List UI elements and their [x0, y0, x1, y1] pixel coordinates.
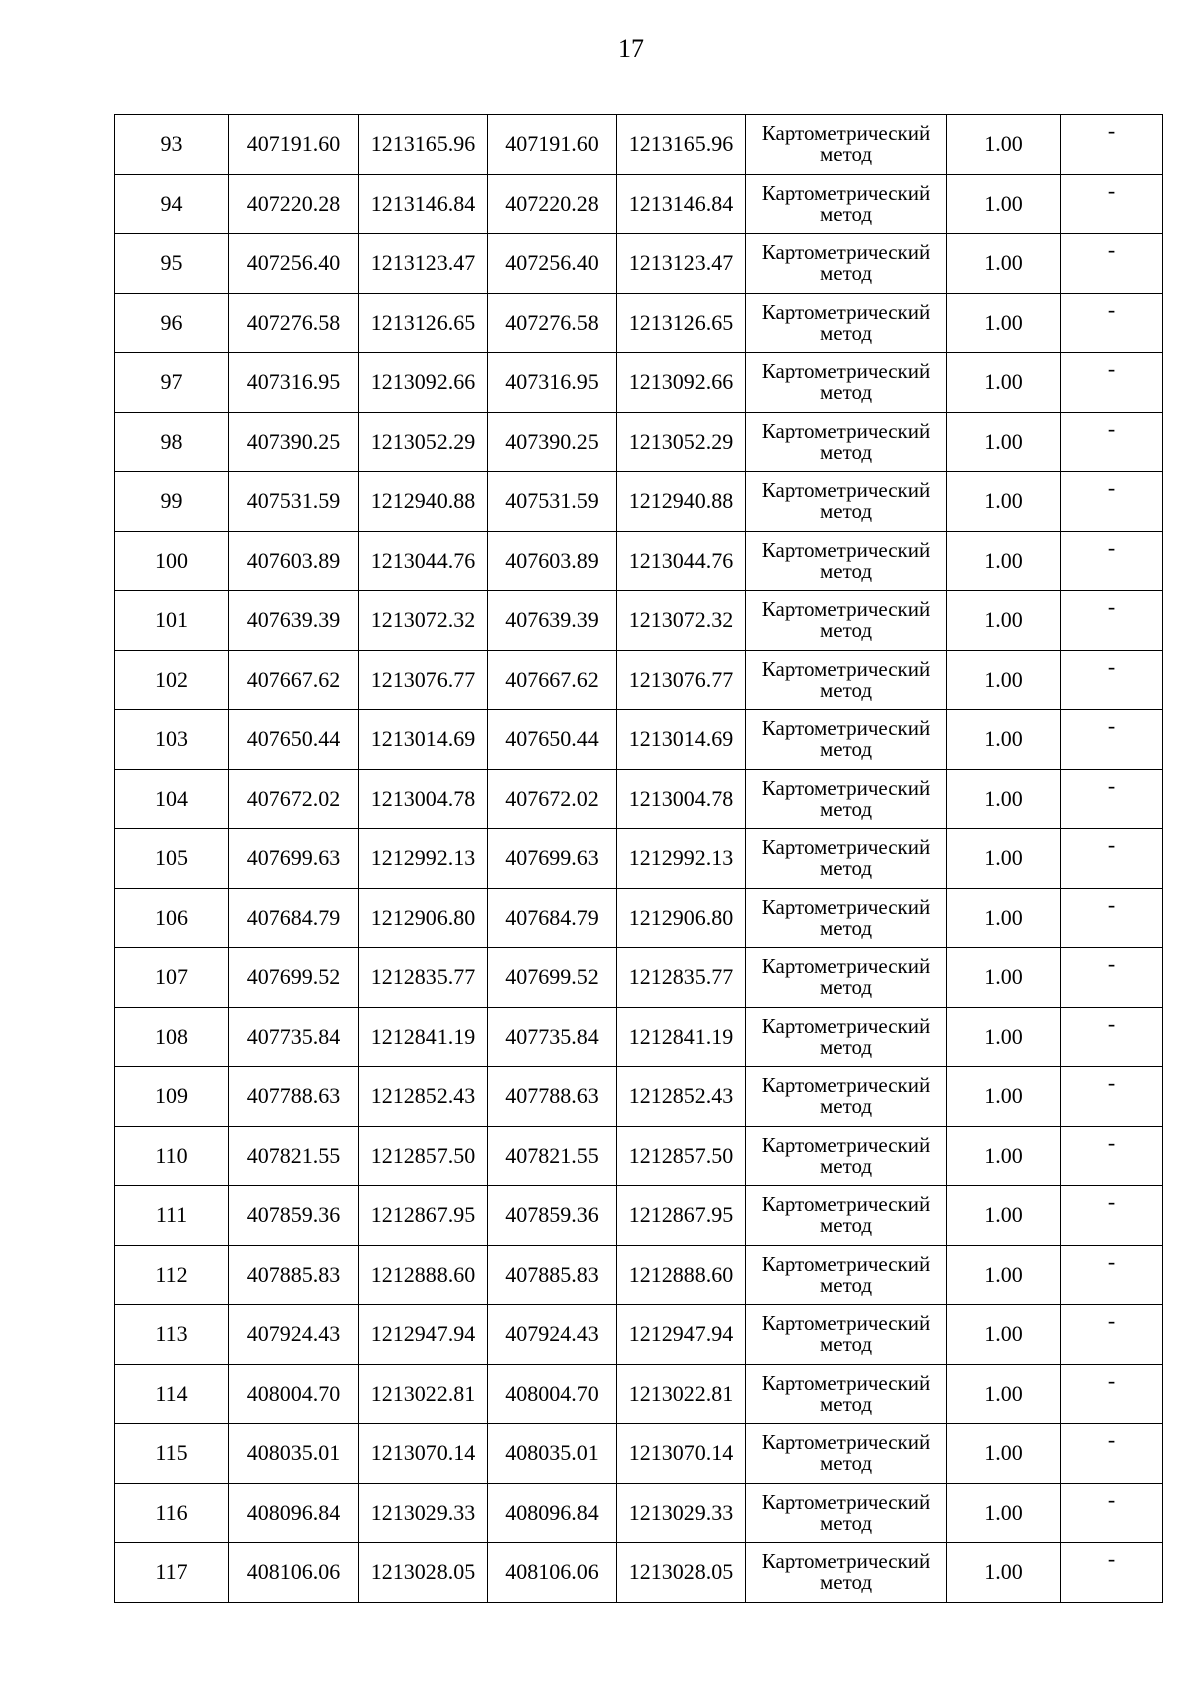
accuracy-cell: 1.00	[947, 1305, 1061, 1365]
accuracy-cell: 1.00	[947, 948, 1061, 1008]
note-cell: -	[1061, 948, 1163, 1008]
refined-x-cell: 407390.25	[488, 412, 617, 472]
table-row	[115, 293, 1163, 353]
existing-x-cell: 408004.70	[229, 1364, 359, 1424]
method-cell	[746, 531, 947, 591]
table-row	[115, 1305, 1163, 1365]
method-cell	[746, 948, 947, 1008]
method-cell	[746, 1007, 947, 1067]
table-row	[115, 412, 1163, 472]
table-row	[115, 1483, 1163, 1543]
method-cell	[746, 174, 947, 234]
method-text: метод	[819, 1510, 873, 1535]
accuracy-cell: 1.00	[947, 353, 1061, 413]
refined-y-cell: 1212906.80	[617, 888, 746, 948]
method-cell	[746, 1067, 947, 1127]
note-cell: -	[1061, 1305, 1163, 1365]
accuracy-cell: 1.00	[947, 1424, 1061, 1484]
point-number-cell: 114	[115, 1364, 229, 1424]
note-cell: -	[1061, 710, 1163, 770]
method-text: Картометрический	[761, 1251, 931, 1276]
refined-y-cell: 1212947.94	[617, 1305, 746, 1365]
method-cell	[746, 1364, 947, 1424]
refined-y-cell: 1212867.95	[617, 1186, 746, 1246]
method-cell	[746, 591, 947, 651]
accuracy-cell: 1.00	[947, 234, 1061, 294]
point-number-cell: 101	[115, 591, 229, 651]
method-text: метод	[819, 1451, 873, 1476]
point-number-cell: 112	[115, 1245, 229, 1305]
existing-x-cell: 408096.84	[229, 1483, 359, 1543]
refined-y-cell: 1212835.77	[617, 948, 746, 1008]
existing-x-cell: 407735.84	[229, 1007, 359, 1067]
refined-y-cell: 1212852.43	[617, 1067, 746, 1127]
method-text: метод	[819, 201, 873, 226]
table-row	[115, 710, 1163, 770]
existing-x-cell: 407650.44	[229, 710, 359, 770]
refined-y-cell: 1212888.60	[617, 1245, 746, 1305]
method-cell	[746, 412, 947, 472]
refined-x-cell: 408096.84	[488, 1483, 617, 1543]
method-text: Картометрический	[761, 1311, 931, 1336]
method-text: Картометрический	[761, 418, 931, 443]
point-number-cell: 96	[115, 293, 229, 353]
method-text: метод	[819, 261, 873, 286]
table-row	[115, 1186, 1163, 1246]
table-row	[115, 1543, 1163, 1603]
method-text: Картометрический	[761, 359, 931, 384]
existing-x-cell: 407885.83	[229, 1245, 359, 1305]
coordinates-table	[114, 114, 1163, 1603]
note-cell: -	[1061, 174, 1163, 234]
refined-y-cell: 1213165.96	[617, 115, 746, 175]
method-text: метод	[819, 1570, 873, 1595]
table-row	[115, 531, 1163, 591]
refined-y-cell: 1213044.76	[617, 531, 746, 591]
note-cell: -	[1061, 1543, 1163, 1603]
method-cell	[746, 472, 947, 532]
method-text: метод	[819, 1153, 873, 1178]
method-cell	[746, 710, 947, 770]
existing-x-cell: 407788.63	[229, 1067, 359, 1127]
existing-x-cell: 407276.58	[229, 293, 359, 353]
method-text: Картометрический	[761, 121, 931, 146]
note-cell: -	[1061, 353, 1163, 413]
existing-x-cell: 407639.39	[229, 591, 359, 651]
refined-y-cell: 1213052.29	[617, 412, 746, 472]
table-row	[115, 948, 1163, 1008]
existing-y-cell: 1213126.65	[359, 293, 488, 353]
table-row	[115, 174, 1163, 234]
existing-y-cell: 1213028.05	[359, 1543, 488, 1603]
point-number-cell: 103	[115, 710, 229, 770]
accuracy-cell: 1.00	[947, 1483, 1061, 1543]
existing-y-cell: 1213022.81	[359, 1364, 488, 1424]
existing-y-cell: 1213092.66	[359, 353, 488, 413]
existing-x-cell: 407667.62	[229, 650, 359, 710]
refined-y-cell: 1213014.69	[617, 710, 746, 770]
existing-x-cell: 407531.59	[229, 472, 359, 532]
method-text: метод	[819, 1272, 873, 1297]
method-text: метод	[819, 618, 873, 643]
refined-y-cell: 1213072.32	[617, 591, 746, 651]
existing-x-cell: 407603.89	[229, 531, 359, 591]
existing-x-cell: 408035.01	[229, 1424, 359, 1484]
method-text: Картометрический	[761, 954, 931, 979]
existing-x-cell: 407390.25	[229, 412, 359, 472]
page-number: 17	[618, 34, 644, 63]
point-number-cell: 93	[115, 115, 229, 175]
refined-x-cell: 408035.01	[488, 1424, 617, 1484]
method-cell	[746, 1543, 947, 1603]
note-cell: -	[1061, 1483, 1163, 1543]
point-number-cell: 95	[115, 234, 229, 294]
existing-y-cell: 1212841.19	[359, 1007, 488, 1067]
method-text: метод	[819, 915, 873, 940]
refined-x-cell: 407220.28	[488, 174, 617, 234]
method-text: метод	[819, 796, 873, 821]
table-row	[115, 1067, 1163, 1127]
accuracy-cell: 1.00	[947, 1543, 1061, 1603]
refined-y-cell: 1213123.47	[617, 234, 746, 294]
existing-y-cell: 1213070.14	[359, 1424, 488, 1484]
method-text: Картометрический	[761, 1132, 931, 1157]
note-cell: -	[1061, 1364, 1163, 1424]
method-text: Картометрический	[761, 775, 931, 800]
existing-x-cell: 407859.36	[229, 1186, 359, 1246]
accuracy-cell: 1.00	[947, 591, 1061, 651]
point-number-cell: 100	[115, 531, 229, 591]
accuracy-cell: 1.00	[947, 293, 1061, 353]
point-number-cell: 99	[115, 472, 229, 532]
method-text: Картометрический	[761, 1549, 931, 1574]
method-text: метод	[819, 1094, 873, 1119]
method-text: метод	[819, 975, 873, 1000]
refined-x-cell: 407672.02	[488, 769, 617, 829]
point-number-cell: 105	[115, 829, 229, 889]
note-cell: -	[1061, 1007, 1163, 1067]
point-number-cell: 94	[115, 174, 229, 234]
existing-y-cell: 1213076.77	[359, 650, 488, 710]
method-text: метод	[819, 499, 873, 524]
method-cell	[746, 353, 947, 413]
method-cell	[746, 650, 947, 710]
method-cell	[746, 1424, 947, 1484]
method-text: метод	[819, 737, 873, 762]
refined-y-cell: 1212841.19	[617, 1007, 746, 1067]
note-cell: -	[1061, 888, 1163, 948]
accuracy-cell: 1.00	[947, 650, 1061, 710]
accuracy-cell: 1.00	[947, 531, 1061, 591]
note-cell: -	[1061, 1186, 1163, 1246]
refined-x-cell: 407191.60	[488, 115, 617, 175]
method-cell	[746, 1483, 947, 1543]
note-cell: -	[1061, 412, 1163, 472]
table-row	[115, 1007, 1163, 1067]
method-text: Картометрический	[761, 478, 931, 503]
point-number-cell: 106	[115, 888, 229, 948]
method-text: метод	[819, 380, 873, 405]
method-text: метод	[819, 558, 873, 583]
point-number-cell: 110	[115, 1126, 229, 1186]
refined-x-cell: 408106.06	[488, 1543, 617, 1603]
refined-y-cell: 1213076.77	[617, 650, 746, 710]
existing-y-cell: 1212867.95	[359, 1186, 488, 1246]
method-text: Картометрический	[761, 240, 931, 265]
method-text: Картометрический	[761, 180, 931, 205]
method-cell	[746, 234, 947, 294]
table-row	[115, 1245, 1163, 1305]
refined-x-cell: 407256.40	[488, 234, 617, 294]
method-cell	[746, 829, 947, 889]
note-cell: -	[1061, 591, 1163, 651]
note-cell: -	[1061, 1424, 1163, 1484]
accuracy-cell: 1.00	[947, 829, 1061, 889]
accuracy-cell: 1.00	[947, 115, 1061, 175]
refined-x-cell: 407276.58	[488, 293, 617, 353]
refined-y-cell: 1213004.78	[617, 769, 746, 829]
existing-x-cell: 407672.02	[229, 769, 359, 829]
method-text: метод	[819, 1034, 873, 1059]
method-cell	[746, 888, 947, 948]
method-text: метод	[819, 856, 873, 881]
point-number-cell: 117	[115, 1543, 229, 1603]
refined-x-cell: 407650.44	[488, 710, 617, 770]
point-number-cell: 107	[115, 948, 229, 1008]
point-number-cell: 108	[115, 1007, 229, 1067]
accuracy-cell: 1.00	[947, 769, 1061, 829]
accuracy-cell: 1.00	[947, 1364, 1061, 1424]
note-cell: -	[1061, 1245, 1163, 1305]
refined-x-cell: 407603.89	[488, 531, 617, 591]
table-row	[115, 888, 1163, 948]
existing-x-cell: 407191.60	[229, 115, 359, 175]
existing-y-cell: 1212888.60	[359, 1245, 488, 1305]
accuracy-cell: 1.00	[947, 1245, 1061, 1305]
refined-x-cell: 407316.95	[488, 353, 617, 413]
existing-x-cell: 407256.40	[229, 234, 359, 294]
table-row	[115, 472, 1163, 532]
point-number-cell: 109	[115, 1067, 229, 1127]
existing-y-cell: 1213146.84	[359, 174, 488, 234]
note-cell: -	[1061, 293, 1163, 353]
refined-x-cell: 407885.83	[488, 1245, 617, 1305]
accuracy-cell: 1.00	[947, 710, 1061, 770]
refined-x-cell: 408004.70	[488, 1364, 617, 1424]
refined-y-cell: 1213146.84	[617, 174, 746, 234]
existing-y-cell: 1213029.33	[359, 1483, 488, 1543]
accuracy-cell: 1.00	[947, 1067, 1061, 1127]
accuracy-cell: 1.00	[947, 412, 1061, 472]
existing-x-cell: 407821.55	[229, 1126, 359, 1186]
note-cell: -	[1061, 472, 1163, 532]
accuracy-cell: 1.00	[947, 174, 1061, 234]
table-row	[115, 829, 1163, 889]
note-cell: -	[1061, 650, 1163, 710]
method-text: Картометрический	[761, 716, 931, 741]
existing-x-cell: 408106.06	[229, 1543, 359, 1603]
accuracy-cell: 1.00	[947, 1007, 1061, 1067]
refined-x-cell: 407821.55	[488, 1126, 617, 1186]
refined-x-cell: 407924.43	[488, 1305, 617, 1365]
existing-y-cell: 1213004.78	[359, 769, 488, 829]
method-text: метод	[819, 677, 873, 702]
refined-x-cell: 407788.63	[488, 1067, 617, 1127]
method-text: Картометрический	[761, 1370, 931, 1395]
accuracy-cell: 1.00	[947, 1186, 1061, 1246]
existing-y-cell: 1213072.32	[359, 591, 488, 651]
method-text: Картометрический	[761, 1073, 931, 1098]
method-text: Картометрический	[761, 1013, 931, 1038]
existing-y-cell: 1213165.96	[359, 115, 488, 175]
refined-y-cell: 1213029.33	[617, 1483, 746, 1543]
method-cell	[746, 1305, 947, 1365]
refined-y-cell: 1213070.14	[617, 1424, 746, 1484]
refined-y-cell: 1212992.13	[617, 829, 746, 889]
existing-y-cell: 1213123.47	[359, 234, 488, 294]
refined-y-cell: 1212940.88	[617, 472, 746, 532]
point-number-cell: 102	[115, 650, 229, 710]
note-cell: -	[1061, 115, 1163, 175]
method-text: метод	[819, 1391, 873, 1416]
method-text: Картометрический	[761, 1430, 931, 1455]
point-number-cell: 97	[115, 353, 229, 413]
note-cell: -	[1061, 769, 1163, 829]
existing-y-cell: 1212947.94	[359, 1305, 488, 1365]
refined-x-cell: 407639.39	[488, 591, 617, 651]
refined-y-cell: 1212857.50	[617, 1126, 746, 1186]
point-number-cell: 116	[115, 1483, 229, 1543]
refined-y-cell: 1213022.81	[617, 1364, 746, 1424]
point-number-cell: 115	[115, 1424, 229, 1484]
method-cell	[746, 769, 947, 829]
table-row	[115, 591, 1163, 651]
note-cell: -	[1061, 829, 1163, 889]
refined-y-cell: 1213092.66	[617, 353, 746, 413]
table-row	[115, 1126, 1163, 1186]
existing-y-cell: 1213052.29	[359, 412, 488, 472]
refined-x-cell: 407699.63	[488, 829, 617, 889]
point-number-cell: 113	[115, 1305, 229, 1365]
existing-x-cell: 407316.95	[229, 353, 359, 413]
method-cell	[746, 293, 947, 353]
refined-x-cell: 407699.52	[488, 948, 617, 1008]
table-row	[115, 769, 1163, 829]
existing-x-cell: 407220.28	[229, 174, 359, 234]
point-number-cell: 104	[115, 769, 229, 829]
method-text: метод	[819, 320, 873, 345]
method-cell	[746, 115, 947, 175]
method-text: Картометрический	[761, 1489, 931, 1514]
method-cell	[746, 1245, 947, 1305]
note-cell: -	[1061, 1126, 1163, 1186]
note-cell: -	[1061, 531, 1163, 591]
existing-x-cell: 407924.43	[229, 1305, 359, 1365]
note-cell: -	[1061, 234, 1163, 294]
existing-y-cell: 1212992.13	[359, 829, 488, 889]
existing-x-cell: 407699.52	[229, 948, 359, 1008]
method-text: Картометрический	[761, 894, 931, 919]
existing-y-cell: 1212857.50	[359, 1126, 488, 1186]
existing-x-cell: 407699.63	[229, 829, 359, 889]
point-number-cell: 98	[115, 412, 229, 472]
table-row	[115, 650, 1163, 710]
existing-y-cell: 1212906.80	[359, 888, 488, 948]
method-text: Картометрический	[761, 299, 931, 324]
note-cell: -	[1061, 1067, 1163, 1127]
method-text: метод	[819, 1332, 873, 1357]
method-cell	[746, 1186, 947, 1246]
method-text: Картометрический	[761, 537, 931, 562]
method-cell	[746, 1126, 947, 1186]
refined-x-cell: 407667.62	[488, 650, 617, 710]
refined-y-cell: 1213126.65	[617, 293, 746, 353]
table-body	[115, 115, 1163, 1603]
table-row	[115, 1424, 1163, 1484]
accuracy-cell: 1.00	[947, 1126, 1061, 1186]
method-text: метод	[819, 439, 873, 464]
method-text: Картометрический	[761, 1192, 931, 1217]
refined-x-cell: 407735.84	[488, 1007, 617, 1067]
existing-y-cell: 1212852.43	[359, 1067, 488, 1127]
existing-y-cell: 1212835.77	[359, 948, 488, 1008]
accuracy-cell: 1.00	[947, 472, 1061, 532]
refined-y-cell: 1213028.05	[617, 1543, 746, 1603]
method-text: метод	[819, 1213, 873, 1238]
table-row	[115, 234, 1163, 294]
method-text: метод	[819, 142, 873, 167]
existing-y-cell: 1212940.88	[359, 472, 488, 532]
method-text: Картометрический	[761, 597, 931, 622]
accuracy-cell: 1.00	[947, 888, 1061, 948]
existing-y-cell: 1213014.69	[359, 710, 488, 770]
point-number-cell: 111	[115, 1186, 229, 1246]
table-row	[115, 1364, 1163, 1424]
method-text: Картометрический	[761, 835, 931, 860]
existing-y-cell: 1213044.76	[359, 531, 488, 591]
refined-x-cell: 407859.36	[488, 1186, 617, 1246]
refined-x-cell: 407531.59	[488, 472, 617, 532]
existing-x-cell: 407684.79	[229, 888, 359, 948]
method-text: Картометрический	[761, 656, 931, 681]
refined-x-cell: 407684.79	[488, 888, 617, 948]
table-row	[115, 353, 1163, 413]
table-row	[115, 115, 1163, 175]
